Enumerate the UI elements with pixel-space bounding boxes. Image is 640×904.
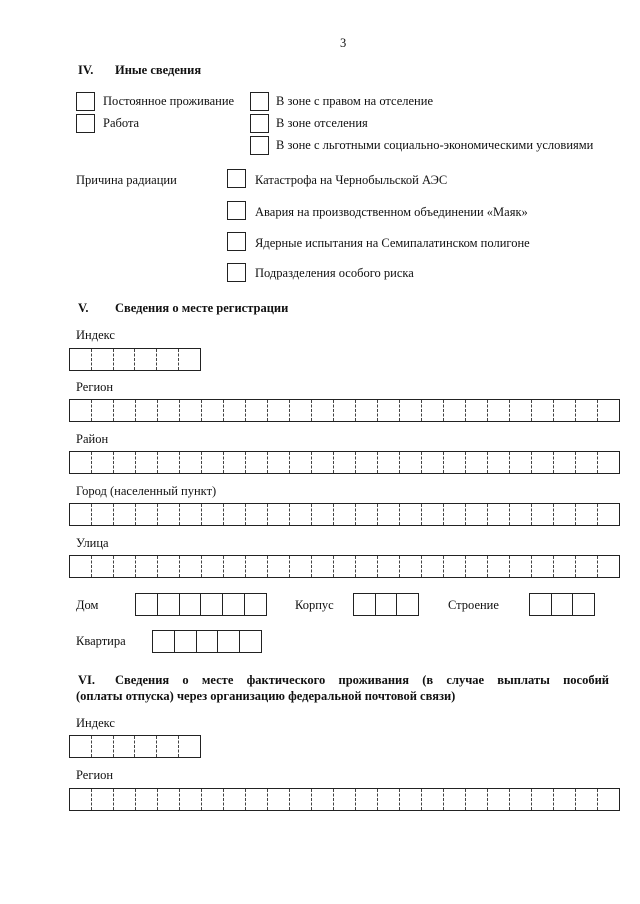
char-cell[interactable] — [113, 736, 135, 757]
zone-resettlement-right-checkbox[interactable] — [250, 92, 269, 111]
char-cell[interactable] — [289, 400, 311, 421]
char-cell[interactable] — [156, 349, 178, 370]
char-cell[interactable] — [597, 452, 619, 473]
char-cell[interactable] — [91, 556, 113, 577]
char-cell[interactable] — [113, 452, 135, 473]
char-cell[interactable] — [70, 400, 91, 421]
char-cell[interactable] — [487, 400, 509, 421]
char-cell[interactable] — [333, 556, 355, 577]
char-cell[interactable] — [267, 504, 289, 525]
char-cell[interactable] — [70, 452, 91, 473]
semipalatinsk-checkbox[interactable] — [227, 232, 246, 251]
radiation-reason-label: Причина радиации — [76, 173, 177, 187]
char-cell[interactable] — [597, 556, 619, 577]
char-cell[interactable] — [465, 789, 487, 810]
char-cell[interactable] — [531, 400, 553, 421]
char-cell[interactable] — [354, 594, 375, 615]
char-cell[interactable] — [333, 400, 355, 421]
char-cell[interactable] — [91, 452, 113, 473]
char-cell[interactable] — [91, 736, 113, 757]
char-cell[interactable] — [245, 452, 267, 473]
zone-preferential-label: В зоне с льготными социально-экономическими условиями — [276, 138, 594, 152]
char-cell[interactable] — [443, 452, 465, 473]
char-cell[interactable] — [487, 789, 509, 810]
zone-resettlement-label: В зоне отселения — [276, 116, 368, 130]
char-cell[interactable] — [465, 504, 487, 525]
registration-district-label: Район — [76, 432, 109, 446]
chernobyl-label: Катастрофа на Чернобыльской АЭС — [255, 173, 448, 187]
char-cell[interactable] — [443, 556, 465, 577]
permanent-residence-checkbox[interactable] — [76, 92, 95, 111]
char-cell[interactable] — [333, 789, 355, 810]
section-5-number: V. — [78, 301, 89, 315]
char-cell[interactable] — [355, 400, 377, 421]
residence-region-field[interactable] — [69, 788, 620, 811]
char-cell[interactable] — [597, 504, 619, 525]
char-cell[interactable] — [377, 400, 399, 421]
char-cell[interactable] — [267, 452, 289, 473]
char-cell[interactable] — [575, 452, 597, 473]
registration-structure-field[interactable] — [529, 593, 595, 616]
char-cell[interactable] — [575, 400, 597, 421]
char-cell[interactable] — [575, 504, 597, 525]
char-cell[interactable] — [134, 736, 156, 757]
char-cell[interactable] — [223, 504, 245, 525]
page-number: 3 — [340, 36, 347, 50]
char-cell[interactable] — [113, 556, 135, 577]
char-cell[interactable] — [200, 594, 222, 615]
residence-index-field[interactable] — [69, 735, 201, 758]
char-cell[interactable] — [217, 631, 239, 652]
registration-city-label: Город (населенный пункт) — [76, 484, 217, 498]
char-cell[interactable] — [443, 789, 465, 810]
special-risk-label: Подразделения особого риска — [255, 266, 414, 280]
char-cell[interactable] — [531, 452, 553, 473]
char-cell[interactable] — [399, 504, 421, 525]
char-cell[interactable] — [179, 594, 201, 615]
char-cell[interactable] — [201, 452, 223, 473]
registration-region-field[interactable] — [69, 399, 620, 422]
char-cell[interactable] — [399, 789, 421, 810]
section-6-number: VI. — [78, 673, 96, 687]
char-cell[interactable] — [245, 556, 267, 577]
section-4-title: Иные сведения — [115, 63, 202, 77]
registration-region-label: Регион — [76, 380, 114, 394]
registration-apartment-label: Квартира — [76, 634, 126, 648]
char-cell[interactable] — [289, 452, 311, 473]
char-cell[interactable] — [575, 556, 597, 577]
char-cell[interactable] — [509, 789, 531, 810]
char-cell[interactable] — [531, 789, 553, 810]
char-cell[interactable] — [399, 556, 421, 577]
char-cell[interactable] — [178, 349, 200, 370]
char-cell[interactable] — [311, 556, 333, 577]
char-cell[interactable] — [157, 452, 179, 473]
zone-resettlement-right-label: В зоне с правом на отселение — [276, 94, 433, 108]
section-5-title: Сведения о месте регистрации — [115, 301, 289, 315]
char-cell[interactable] — [223, 452, 245, 473]
work-label: Работа — [103, 116, 140, 130]
char-cell[interactable] — [70, 504, 91, 525]
section-6-title-line1: Сведения о месте фактического проживания (в случае выплаты пособий — [115, 673, 609, 687]
registration-district-field[interactable] — [69, 451, 620, 474]
char-cell[interactable] — [70, 349, 91, 370]
char-cell[interactable] — [289, 556, 311, 577]
zone-resettlement-checkbox[interactable] — [250, 114, 269, 133]
char-cell[interactable] — [201, 789, 223, 810]
char-cell[interactable] — [311, 400, 333, 421]
char-cell[interactable] — [113, 789, 135, 810]
char-cell[interactable] — [135, 452, 157, 473]
char-cell[interactable] — [157, 789, 179, 810]
char-cell[interactable] — [375, 594, 397, 615]
char-cell[interactable] — [113, 400, 135, 421]
char-cell[interactable] — [134, 349, 156, 370]
char-cell[interactable] — [174, 631, 196, 652]
char-cell[interactable] — [355, 789, 377, 810]
char-cell[interactable] — [443, 400, 465, 421]
char-cell[interactable] — [487, 452, 509, 473]
char-cell[interactable] — [91, 349, 113, 370]
char-cell[interactable] — [223, 400, 245, 421]
section-6-title-line2: (оплаты отпуска) через организацию федеральной почтовой связи) — [76, 689, 456, 703]
registration-index-field[interactable] — [69, 348, 201, 371]
char-cell[interactable] — [572, 594, 594, 615]
char-cell[interactable] — [245, 504, 267, 525]
registration-building-field[interactable] — [353, 593, 419, 616]
char-cell[interactable] — [179, 504, 201, 525]
char-cell[interactable] — [509, 556, 531, 577]
char-cell[interactable] — [179, 400, 201, 421]
char-cell[interactable] — [223, 789, 245, 810]
permanent-residence-label: Постоянное проживание — [103, 94, 235, 108]
registration-building-label: Корпус — [295, 598, 334, 612]
char-cell[interactable] — [377, 789, 399, 810]
char-cell[interactable] — [530, 594, 551, 615]
char-cell[interactable] — [91, 789, 113, 810]
char-cell[interactable] — [575, 789, 597, 810]
char-cell[interactable] — [267, 789, 289, 810]
char-cell[interactable] — [553, 400, 575, 421]
registration-house-field[interactable] — [135, 593, 267, 616]
char-cell[interactable] — [509, 504, 531, 525]
char-cell[interactable] — [267, 556, 289, 577]
char-cell[interactable] — [70, 736, 91, 757]
char-cell[interactable] — [201, 556, 223, 577]
char-cell[interactable] — [196, 631, 218, 652]
char-cell[interactable] — [377, 452, 399, 473]
char-cell[interactable] — [399, 400, 421, 421]
char-cell[interactable] — [553, 789, 575, 810]
char-cell[interactable] — [421, 452, 443, 473]
char-cell[interactable] — [443, 504, 465, 525]
char-cell[interactable] — [421, 789, 443, 810]
char-cell[interactable] — [311, 504, 333, 525]
char-cell[interactable] — [135, 504, 157, 525]
char-cell[interactable] — [509, 452, 531, 473]
char-cell[interactable] — [311, 452, 333, 473]
char-cell[interactable] — [136, 594, 157, 615]
char-cell[interactable] — [267, 400, 289, 421]
char-cell[interactable] — [311, 789, 333, 810]
char-cell[interactable] — [201, 400, 223, 421]
char-cell[interactable] — [179, 556, 201, 577]
registration-apartment-field[interactable] — [152, 630, 262, 653]
char-cell[interactable] — [531, 504, 553, 525]
char-cell[interactable] — [487, 556, 509, 577]
char-cell[interactable] — [421, 556, 443, 577]
registration-house-label: Дом — [76, 598, 99, 612]
special-risk-checkbox[interactable] — [227, 263, 246, 282]
char-cell[interactable] — [396, 594, 418, 615]
char-cell[interactable] — [377, 504, 399, 525]
section-4-number: IV. — [78, 63, 94, 77]
char-cell[interactable] — [333, 452, 355, 473]
char-cell[interactable] — [201, 504, 223, 525]
char-cell[interactable] — [355, 504, 377, 525]
char-cell[interactable] — [421, 504, 443, 525]
char-cell[interactable] — [553, 556, 575, 577]
char-cell[interactable] — [113, 504, 135, 525]
char-cell[interactable] — [113, 349, 135, 370]
char-cell[interactable] — [135, 400, 157, 421]
residence-region-label: Регион — [76, 768, 114, 782]
char-cell[interactable] — [179, 789, 201, 810]
char-cell[interactable] — [91, 504, 113, 525]
char-cell[interactable] — [244, 594, 266, 615]
char-cell[interactable] — [377, 556, 399, 577]
char-cell[interactable] — [553, 504, 575, 525]
registration-index-label: Индекс — [76, 328, 115, 342]
char-cell[interactable] — [153, 631, 174, 652]
registration-street-field[interactable] — [69, 555, 620, 578]
char-cell[interactable] — [157, 504, 179, 525]
registration-city-field[interactable] — [69, 503, 620, 526]
char-cell[interactable] — [245, 789, 267, 810]
char-cell[interactable] — [91, 400, 113, 421]
char-cell[interactable] — [553, 452, 575, 473]
mayak-checkbox[interactable] — [227, 201, 246, 220]
char-cell[interactable] — [157, 556, 179, 577]
char-cell[interactable] — [70, 789, 91, 810]
zone-preferential-checkbox[interactable] — [250, 136, 269, 155]
chernobyl-checkbox[interactable] — [227, 169, 246, 188]
char-cell[interactable] — [179, 452, 201, 473]
char-cell[interactable] — [135, 789, 157, 810]
char-cell[interactable] — [355, 452, 377, 473]
char-cell[interactable] — [157, 594, 179, 615]
char-cell[interactable] — [509, 400, 531, 421]
char-cell[interactable] — [487, 504, 509, 525]
char-cell[interactable] — [355, 556, 377, 577]
char-cell[interactable] — [333, 504, 355, 525]
char-cell[interactable] — [245, 400, 267, 421]
char-cell[interactable] — [239, 631, 261, 652]
registration-street-label: Улица — [76, 536, 109, 550]
char-cell[interactable] — [70, 556, 91, 577]
char-cell[interactable] — [465, 556, 487, 577]
char-cell[interactable] — [465, 400, 487, 421]
mayak-label: Авария на производственном объединении «Маяк» — [255, 205, 528, 219]
char-cell[interactable] — [222, 594, 244, 615]
char-cell[interactable] — [597, 789, 619, 810]
char-cell[interactable] — [289, 504, 311, 525]
char-cell[interactable] — [465, 452, 487, 473]
char-cell[interactable] — [157, 400, 179, 421]
char-cell[interactable] — [531, 556, 553, 577]
semipalatinsk-label: Ядерные испытания на Семипалатинском полигоне — [255, 236, 530, 250]
char-cell[interactable] — [135, 556, 157, 577]
char-cell[interactable] — [399, 452, 421, 473]
char-cell[interactable] — [178, 736, 200, 757]
char-cell[interactable] — [421, 400, 443, 421]
char-cell[interactable] — [223, 556, 245, 577]
char-cell[interactable] — [289, 789, 311, 810]
char-cell[interactable] — [597, 400, 619, 421]
char-cell[interactable] — [156, 736, 178, 757]
registration-structure-label: Строение — [448, 598, 499, 612]
residence-index-label: Индекс — [76, 716, 115, 730]
char-cell[interactable] — [551, 594, 573, 615]
work-checkbox[interactable] — [76, 114, 95, 133]
